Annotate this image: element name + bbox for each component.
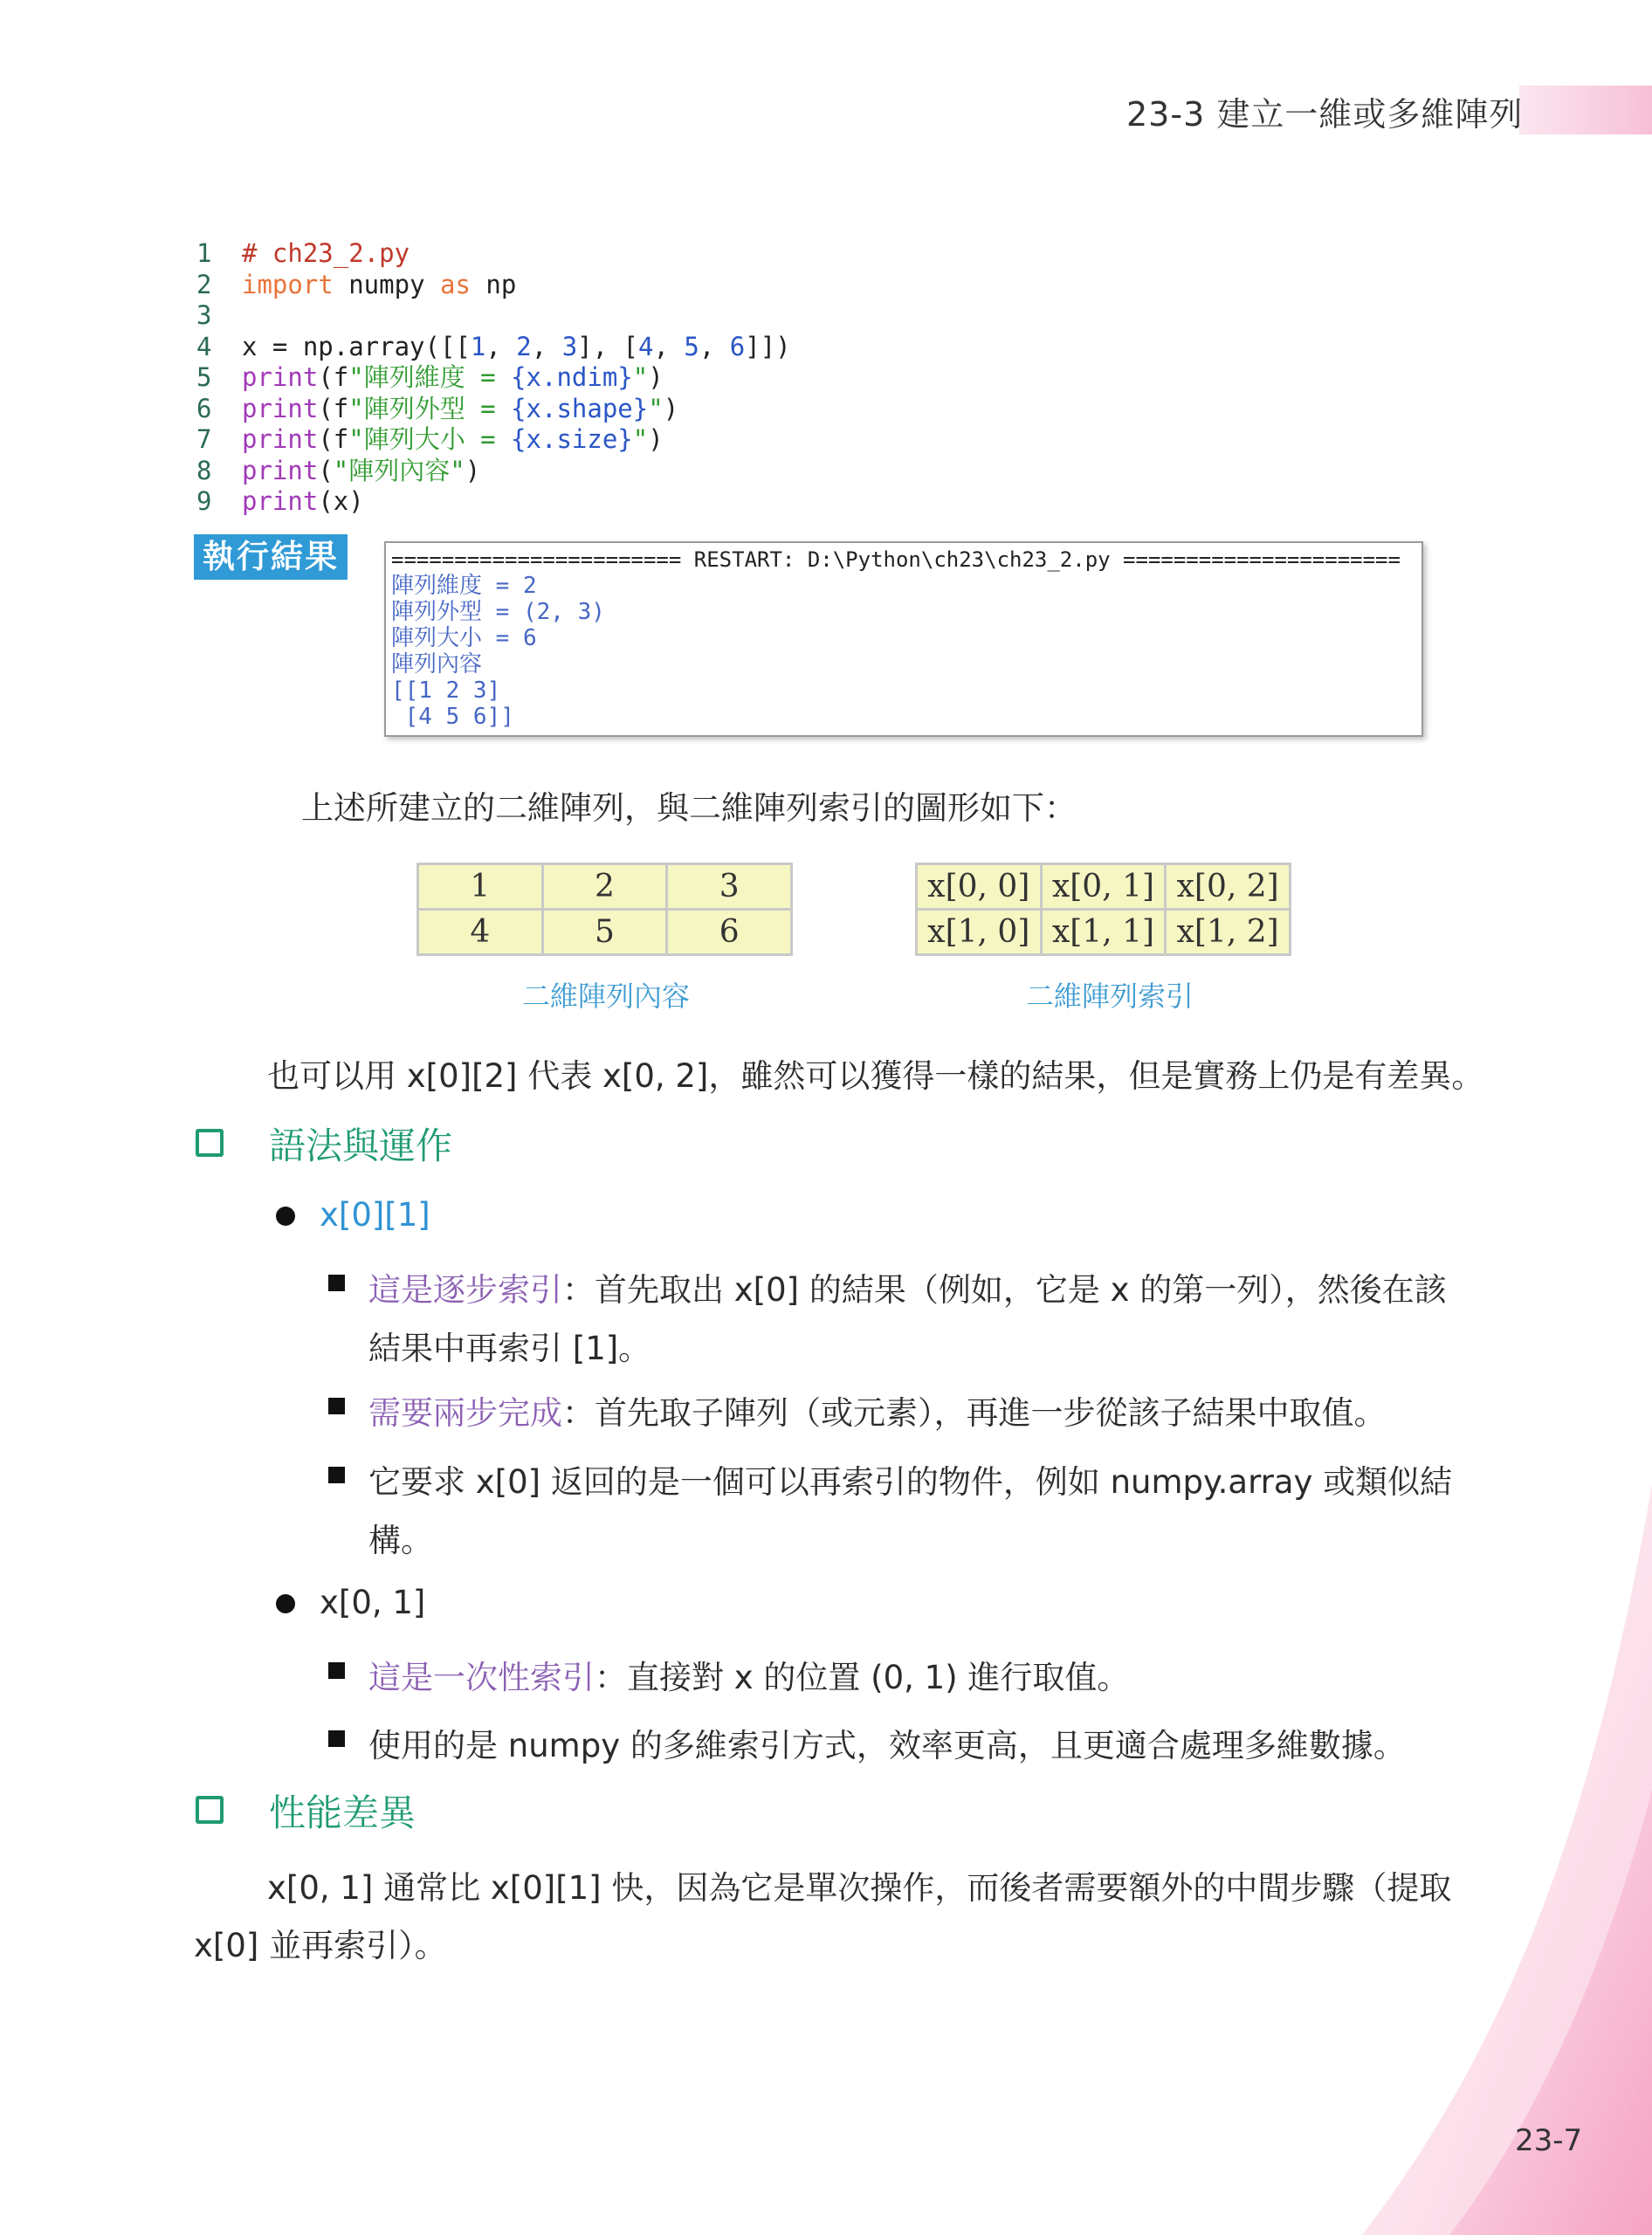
table-cell: x[1, 2] (1166, 910, 1291, 955)
code-token: ], [ (577, 331, 638, 361)
line-number: 9 (196, 486, 212, 516)
code-line (196, 300, 791, 332)
section-title: 語法與運作 (269, 1124, 453, 1167)
code-token: x = np.array([[ (242, 331, 471, 361)
code-token: {x.ndim} (511, 362, 633, 392)
array-content-table (416, 863, 793, 956)
line-number: 8 (196, 455, 212, 485)
table-cell: x[0, 0] (917, 864, 1042, 910)
code-token: 5 (684, 331, 699, 361)
code-line (196, 486, 791, 518)
code-token: 2 (516, 331, 532, 361)
index-table-caption: 二維陣列索引 (1026, 980, 1194, 1013)
checkbox-bullet-icon (196, 1129, 224, 1157)
code-line (196, 238, 791, 270)
console-line: 陣列外型 = (2, 3) (391, 599, 605, 625)
line-number: 1 (196, 238, 212, 268)
running-head: 23-3 建立一維或多維陣列 (1126, 95, 1524, 134)
code-token: as (439, 269, 471, 299)
code-token: (x) (318, 486, 364, 516)
code-token: ) (648, 362, 664, 392)
code-line (196, 362, 791, 394)
sub-item-text: ：首先取子陣列（或元素），再進一步從該子結果中取值。 (562, 1394, 1387, 1432)
line-number: 3 (196, 300, 212, 330)
code-token: ( (318, 455, 334, 485)
sub-item (368, 1263, 1447, 1310)
sub-item-text: ：直接對 x 的位置 (0, 1) 進行取值。 (595, 1659, 1130, 1696)
table-cell: 2 (542, 864, 667, 910)
console-line: [4 5 6]] (391, 704, 514, 730)
line-number: 6 (196, 393, 212, 423)
bullet-icon (276, 1207, 295, 1226)
line-number: 5 (196, 362, 212, 392)
table-cell: 6 (667, 910, 792, 955)
code-token: " (632, 362, 649, 392)
code-token: print (242, 486, 319, 516)
line-number: 2 (196, 269, 212, 299)
bullet-icon (276, 1594, 295, 1613)
table-cell: x[0, 1] (1041, 864, 1166, 910)
code-token: (f (318, 393, 349, 423)
code-token: print (242, 393, 319, 423)
table-row (917, 910, 1291, 955)
highlight-term: 這是一次性索引 (368, 1659, 595, 1696)
table-row (418, 864, 792, 910)
highlight-term: 這是逐步索引 (368, 1271, 562, 1309)
code-line (196, 270, 791, 301)
item-label: x[0][1] (320, 1196, 430, 1234)
sub-item-continuation: 構。 (368, 1522, 433, 1559)
code-token: 4 (638, 331, 654, 361)
table-cell: 4 (418, 910, 543, 955)
code-token: import (242, 269, 334, 299)
console-line: 陣列內容 (391, 651, 483, 677)
square-bullet-icon (328, 1730, 345, 1747)
code-token: "陣列大小 = (348, 424, 512, 454)
sub-item (368, 1651, 1129, 1698)
square-bullet-icon (328, 1662, 345, 1679)
sub-item (368, 1386, 1387, 1434)
code-token: np (470, 269, 517, 299)
section-title: 性能差異 (269, 1791, 416, 1834)
square-bullet-icon (328, 1398, 345, 1414)
code-token: , (653, 331, 685, 361)
line-number: 7 (196, 424, 212, 454)
console-output (384, 541, 1423, 737)
result-label: 執行結果 (194, 534, 348, 580)
code-token: "陣列內容" (333, 455, 465, 485)
code-token: "陣列外型 = (348, 393, 512, 423)
code-token: "陣列維度 = (348, 362, 512, 392)
code-token: ) (663, 393, 679, 423)
page-number: 23-7 (1515, 2123, 1583, 2158)
code-token: (f (318, 362, 349, 392)
code-token: print (242, 362, 319, 392)
console-line: 陣列維度 = 2 (391, 573, 537, 599)
table-cell: 1 (418, 864, 543, 910)
code-line (196, 456, 791, 487)
sub-item: 使用的是 numpy 的多維索引方式，效率更高，且更適合處理多維數據。 (368, 1727, 1406, 1764)
table-cell: 5 (542, 910, 667, 955)
code-token: , (485, 331, 517, 361)
item-label: x[0, 1] (320, 1584, 426, 1621)
code-token: print (242, 424, 319, 454)
paragraph: 也可以用 x[0][2] 代表 x[0, 2]，雖然可以獲得一樣的結果，但是實務上仍是有差異。 (267, 1057, 1484, 1095)
square-bullet-icon (328, 1467, 345, 1483)
code-token: {x.size} (511, 424, 633, 454)
table-cell: x[1, 0] (917, 910, 1042, 955)
code-line (196, 394, 791, 425)
code-token: 1 (470, 331, 486, 361)
code-token: 6 (729, 331, 746, 361)
sub-item-continuation: 結果中再索引 [1]。 (368, 1330, 651, 1367)
code-token: (f (318, 424, 349, 454)
table-cell: x[1, 1] (1041, 910, 1166, 955)
checkbox-bullet-icon (196, 1796, 224, 1824)
code-token: {x.shape} (511, 393, 649, 423)
code-token: numpy (333, 269, 440, 299)
table-cell: x[0, 2] (1166, 864, 1291, 910)
code-token: ) (648, 424, 664, 454)
table-cell: 3 (667, 864, 792, 910)
line-number: 4 (196, 331, 212, 361)
code-token: ]]) (745, 331, 791, 361)
square-bullet-icon (328, 1275, 345, 1291)
code-token: , (699, 331, 730, 361)
code-token: ) (465, 455, 481, 485)
paragraph-continuation: x[0] 並再索引）。 (194, 1927, 447, 1964)
highlight-term: 需要兩步完成 (368, 1394, 562, 1432)
table-row (917, 864, 1291, 910)
code-listing (196, 238, 791, 518)
console-line: 陣列大小 = 6 (391, 625, 537, 651)
intro-text: 上述所建立的二維陣列，與二維陣列索引的圖形如下： (301, 789, 1077, 827)
code-token: " (648, 393, 664, 423)
paragraph: x[0, 1] 通常比 x[0][1] 快，因為它是單次操作，而後者需要額外的中間步驟（提取 (267, 1869, 1452, 1907)
sub-item-text: ：首先取出 x[0] 的結果（例如，它是 x 的第一列），然後在該 (562, 1271, 1447, 1309)
code-token: , (531, 331, 562, 361)
code-token: 3 (561, 331, 578, 361)
table-row (418, 910, 792, 955)
array-index-table (915, 863, 1291, 956)
code-token: print (242, 455, 319, 485)
console-line: [[1 2 3] (391, 677, 501, 704)
code-line (196, 424, 791, 456)
console-restart-line: ======================= RESTART: D:\Python\ch23\ch23_2.py ====================== (391, 547, 1401, 572)
code-line (196, 332, 791, 363)
code-token: " (632, 424, 649, 454)
sub-item: 它要求 x[0] 返回的是一個可以再索引的物件，例如 numpy.array 或類似結 (368, 1463, 1453, 1501)
content-table-caption: 二維陣列內容 (522, 980, 691, 1013)
code-token: # ch23_2.py (242, 238, 410, 268)
